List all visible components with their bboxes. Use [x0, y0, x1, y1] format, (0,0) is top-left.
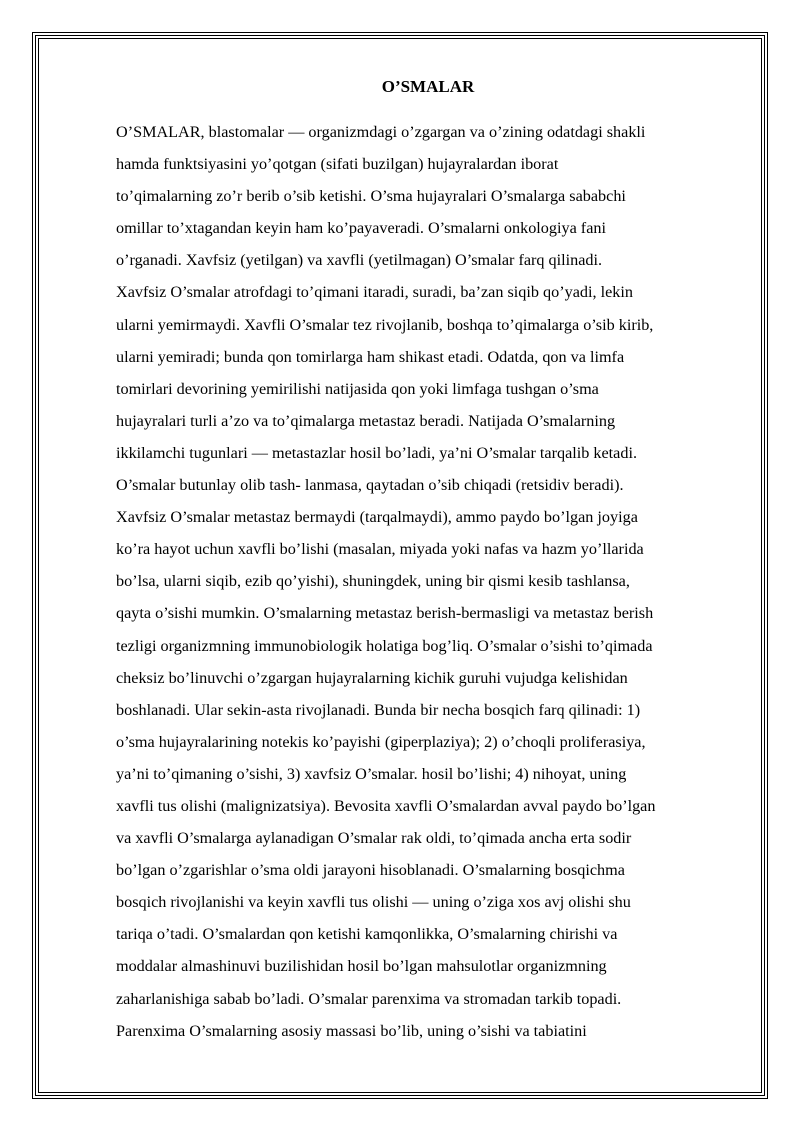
text-line: O’smalar butunlay olib tash- lanmasa, qaytadan o’sib chiqadi (retsidiv beradi).	[116, 476, 624, 495]
text-line: ikkilamchi tugunlari — metastazlar hosil bo’ladi, ya’ni O’smalar tarqalib ketadi.	[116, 443, 637, 462]
text-line: Xavfsiz O’smalar metastaz bermaydi (tarqalmaydi), ammo paydo bo’lgan joyiga	[116, 508, 638, 527]
text-line: bosqich rivojlanishi va keyin xavfli tus olishi — uning o’ziga xos avj olishi shu	[116, 893, 631, 912]
text-line: Parenxima O’smalarning asosiy massasi bo’lib, uning o’sishi va tabiatini	[116, 1021, 587, 1040]
text-line: moddalar almashinuvi buzilishidan hosil bo’lgan mahsulotlar organizmning	[116, 957, 607, 976]
text-line: bo’lsa, ularni siqib, ezib qo’yishi), shuningdek, uning bir qismi kesib tashlansa,	[116, 572, 630, 591]
text-line: o’sma hujayralarining notekis ko’payishi (giperplaziya); 2) o’choqli proliferasiya,	[116, 732, 646, 751]
text-line: hamda funktsiyasini yo’qotgan (sifati buzilgan) hujayralardan iborat	[116, 155, 559, 174]
text-line: qayta o’sishi mumkin. O’smalarning metastaz berish-bermasligi va metastaz berish	[116, 604, 654, 623]
text-line: va xavfli O’smalarga aylanadigan O’smalar rak oldi, to’qimada ancha erta sodir	[116, 829, 632, 848]
text-line: ularni yemirmaydi. Xavfli O’smalar tez rivojlanib, boshqa to’qimalarga o’sib kirib,	[116, 315, 654, 334]
text-line: cheksiz bo’linuvchi o’zgargan hujayralarning kichik guruhi vujudga kelishidan	[116, 668, 628, 687]
text-line: ko’ra hayot uchun xavfli bo’lishi (masalan, miyada yoki nafas va hazm yo’llarida	[116, 540, 644, 559]
text-line: tezligi organizmning immunobiologik holatiga bog’liq. O’smalar o’sishi to’qimada	[116, 636, 653, 655]
page-title: O’SMALAR	[381, 77, 475, 96]
text-line: tomirlari devorining yemirilishi natijasida qon yoki limfaga tushgan o’sma	[116, 379, 599, 398]
document-body	[116, 116, 750, 1047]
text-line: ularni yemiradi; bunda qon tomirlarga ham shikast etadi. Odatda, qon va limfa	[116, 347, 625, 366]
text-line: boshlanadi. Ular sekin-asta rivojlanadi. Bunda bir necha bosqich farq qilinadi: 1)	[116, 700, 641, 719]
text-line: zaharlanishiga sabab bo’ladi. O’smalar parenxima va stromadan tarkib topadi.	[116, 989, 622, 1008]
text-line: Xavfsiz O’smalar atrofdagi to’qimani itaradi, suradi, ba’zan siqib qo’yadi, lekin	[116, 283, 633, 302]
text-line: to’qimalarning zo’r berib o’sib ketishi. O’sma hujayralari O’smalarga sababchi	[116, 187, 626, 206]
text-line: omillar to’xtagandan keyin ham ko’payaveradi. O’smalarni onkologiya fani	[116, 219, 606, 238]
text-line: xavfli tus olishi (malignizatsiya). Bevosita xavfli O’smalardan avval paydo bo’lgan	[116, 796, 656, 815]
text-line: bo’lgan o’zgarishlar o’sma oldi jarayoni hisoblanadi. O’smalarning bosqichma	[116, 861, 625, 880]
text-line: hujayralari turli a’zo va to’qimalarga metastaz beradi. Natijada O’smalarning	[116, 411, 616, 430]
text-line: o’rganadi. Xavfsiz (yetilgan) va xavfli (yetilmagan) O’smalar farq qilinadi.	[116, 251, 603, 270]
text-line: O’SMALAR, blastomalar — organizmdagi o’zgargan va o’zining odatdagi shakli	[116, 123, 646, 141]
text-line: ya’ni to’qimaning o’sishi, 3) xavfsiz O’smalar. hosil bo’lishi; 4) nihoyat, uning	[116, 764, 627, 783]
text-line: tariqa o’tadi. O’smalardan qon ketishi kamqonlikka, O’smalarning chirishi va	[116, 925, 618, 944]
